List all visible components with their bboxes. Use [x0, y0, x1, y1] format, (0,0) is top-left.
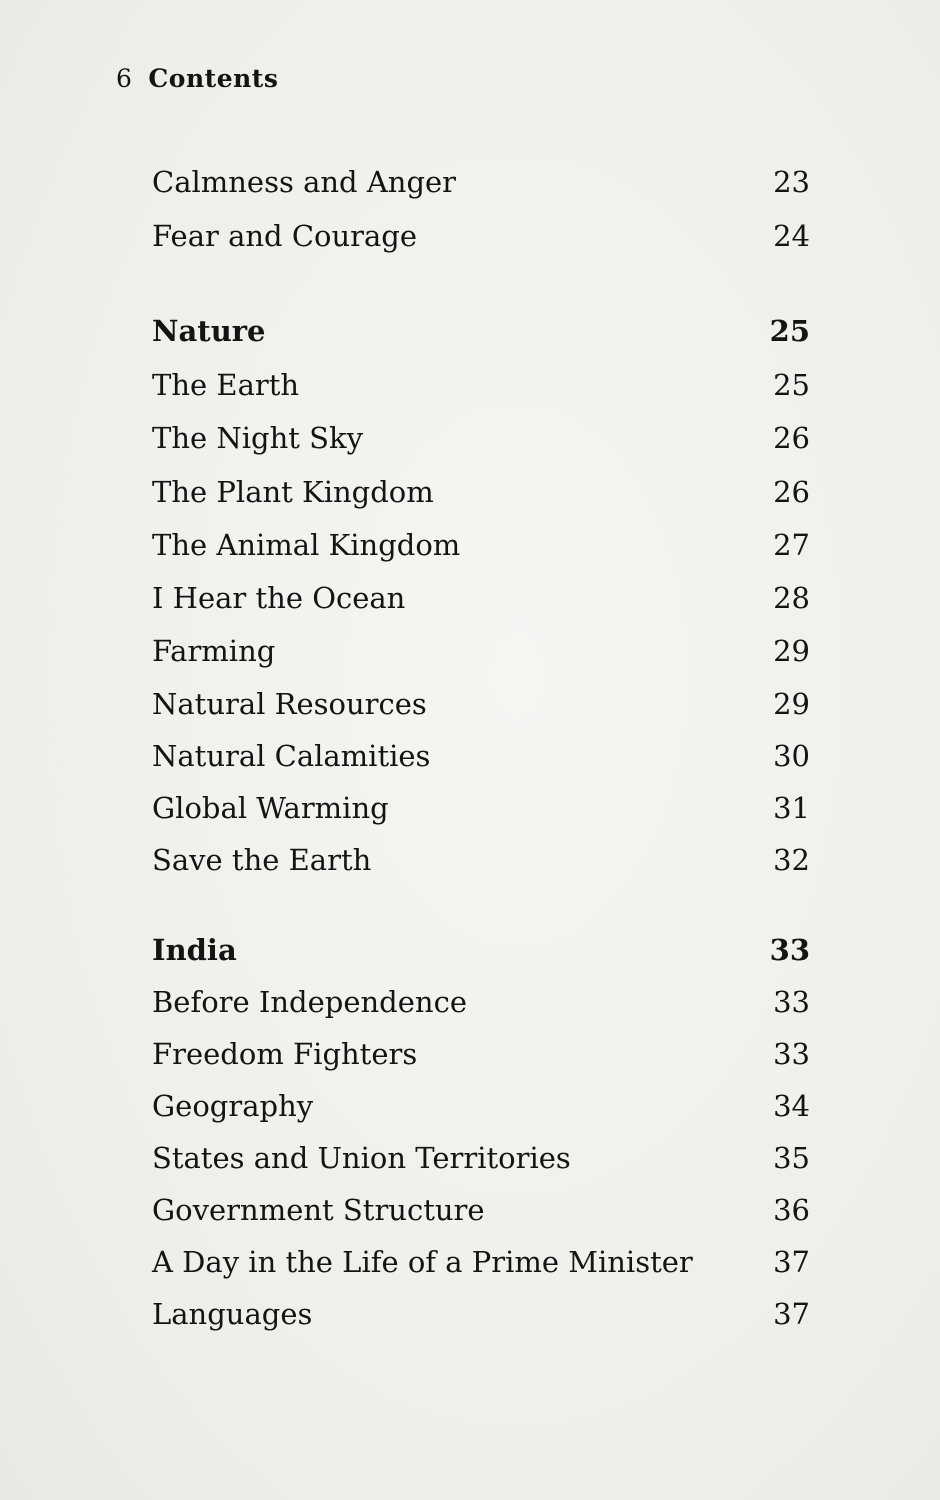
toc-section-page: 25 [769, 314, 810, 348]
toc-entry [152, 367, 810, 403]
toc-entry-page: 31 [773, 791, 810, 825]
toc-entry-title: Natural Calamities [152, 739, 431, 773]
toc-entry-page: 33 [773, 985, 810, 1019]
toc-entry-title: A Day in the Life of a Prime Minister [152, 1245, 693, 1279]
toc-entry-page: 29 [773, 687, 810, 721]
toc-entry-page: 26 [773, 421, 810, 455]
toc-section-heading [152, 313, 810, 349]
toc-entry-page: 29 [773, 634, 810, 668]
toc-entry-title: The Earth [152, 368, 300, 402]
toc-entry-title: Calmness and Anger [152, 165, 457, 199]
page-number: 6 [116, 64, 133, 93]
toc-entry [152, 686, 810, 722]
toc-entry-title: Farming [152, 634, 276, 668]
toc-entry-title: Before Independence [152, 985, 467, 1019]
toc-entry-page: 27 [773, 528, 810, 562]
toc-entry-title: Languages [152, 1297, 313, 1331]
toc-section-heading [152, 932, 810, 968]
toc-entry [152, 580, 810, 616]
toc-entry-page: 35 [773, 1141, 810, 1175]
toc-entry-page: 37 [773, 1245, 810, 1279]
toc-entry-title: Geography [152, 1089, 314, 1123]
toc-entry [152, 420, 810, 456]
toc-entry [152, 1036, 810, 1072]
toc-entry [152, 738, 810, 774]
running-head-title: Contents [148, 64, 279, 93]
toc-entry [152, 1244, 810, 1280]
toc-entry [152, 1140, 810, 1176]
toc-entry-page: 37 [773, 1297, 810, 1331]
running-head [116, 64, 278, 93]
toc-section-title: Nature [152, 314, 266, 348]
toc-entry [152, 1296, 810, 1332]
toc-entry-page: 24 [773, 219, 810, 253]
toc-entry [152, 1088, 810, 1124]
toc-entry-title: Global Warming [152, 791, 389, 825]
toc-entry [152, 527, 810, 563]
toc-entry-page: 32 [773, 843, 810, 877]
toc-entry-page: 34 [773, 1089, 810, 1123]
toc-entry-title: Natural Resources [152, 687, 427, 721]
toc-entry-title: The Plant Kingdom [152, 475, 434, 509]
toc-entry-title: Fear and Courage [152, 219, 418, 253]
toc-entry [152, 1192, 810, 1228]
toc-entry-page: 33 [773, 1037, 810, 1071]
toc-entry-title: Government Structure [152, 1193, 485, 1227]
toc-entry-page: 28 [773, 581, 810, 615]
toc-entry [152, 633, 810, 669]
toc-entry-page: 30 [773, 739, 810, 773]
toc-entry-title: The Night Sky [152, 421, 363, 455]
toc-entry-page: 23 [773, 165, 810, 199]
toc-entry-title: The Animal Kingdom [152, 528, 461, 562]
toc-entry [152, 984, 810, 1020]
toc-entry-page: 36 [773, 1193, 810, 1227]
toc-entry [152, 474, 810, 510]
toc-entry-title: Freedom Fighters [152, 1037, 418, 1071]
toc-entry [152, 790, 810, 826]
toc-entry [152, 218, 810, 254]
toc-section-title: India [152, 933, 237, 967]
toc-section-page: 33 [769, 933, 810, 967]
toc-entry-page: 25 [773, 368, 810, 402]
toc-entry-page: 26 [773, 475, 810, 509]
toc-entry-title: States and Union Territories [152, 1141, 571, 1175]
toc-entry-title: Save the Earth [152, 843, 372, 877]
toc-entry [152, 842, 810, 878]
toc-entry [152, 164, 810, 200]
toc-entry-title: I Hear the Ocean [152, 581, 406, 615]
